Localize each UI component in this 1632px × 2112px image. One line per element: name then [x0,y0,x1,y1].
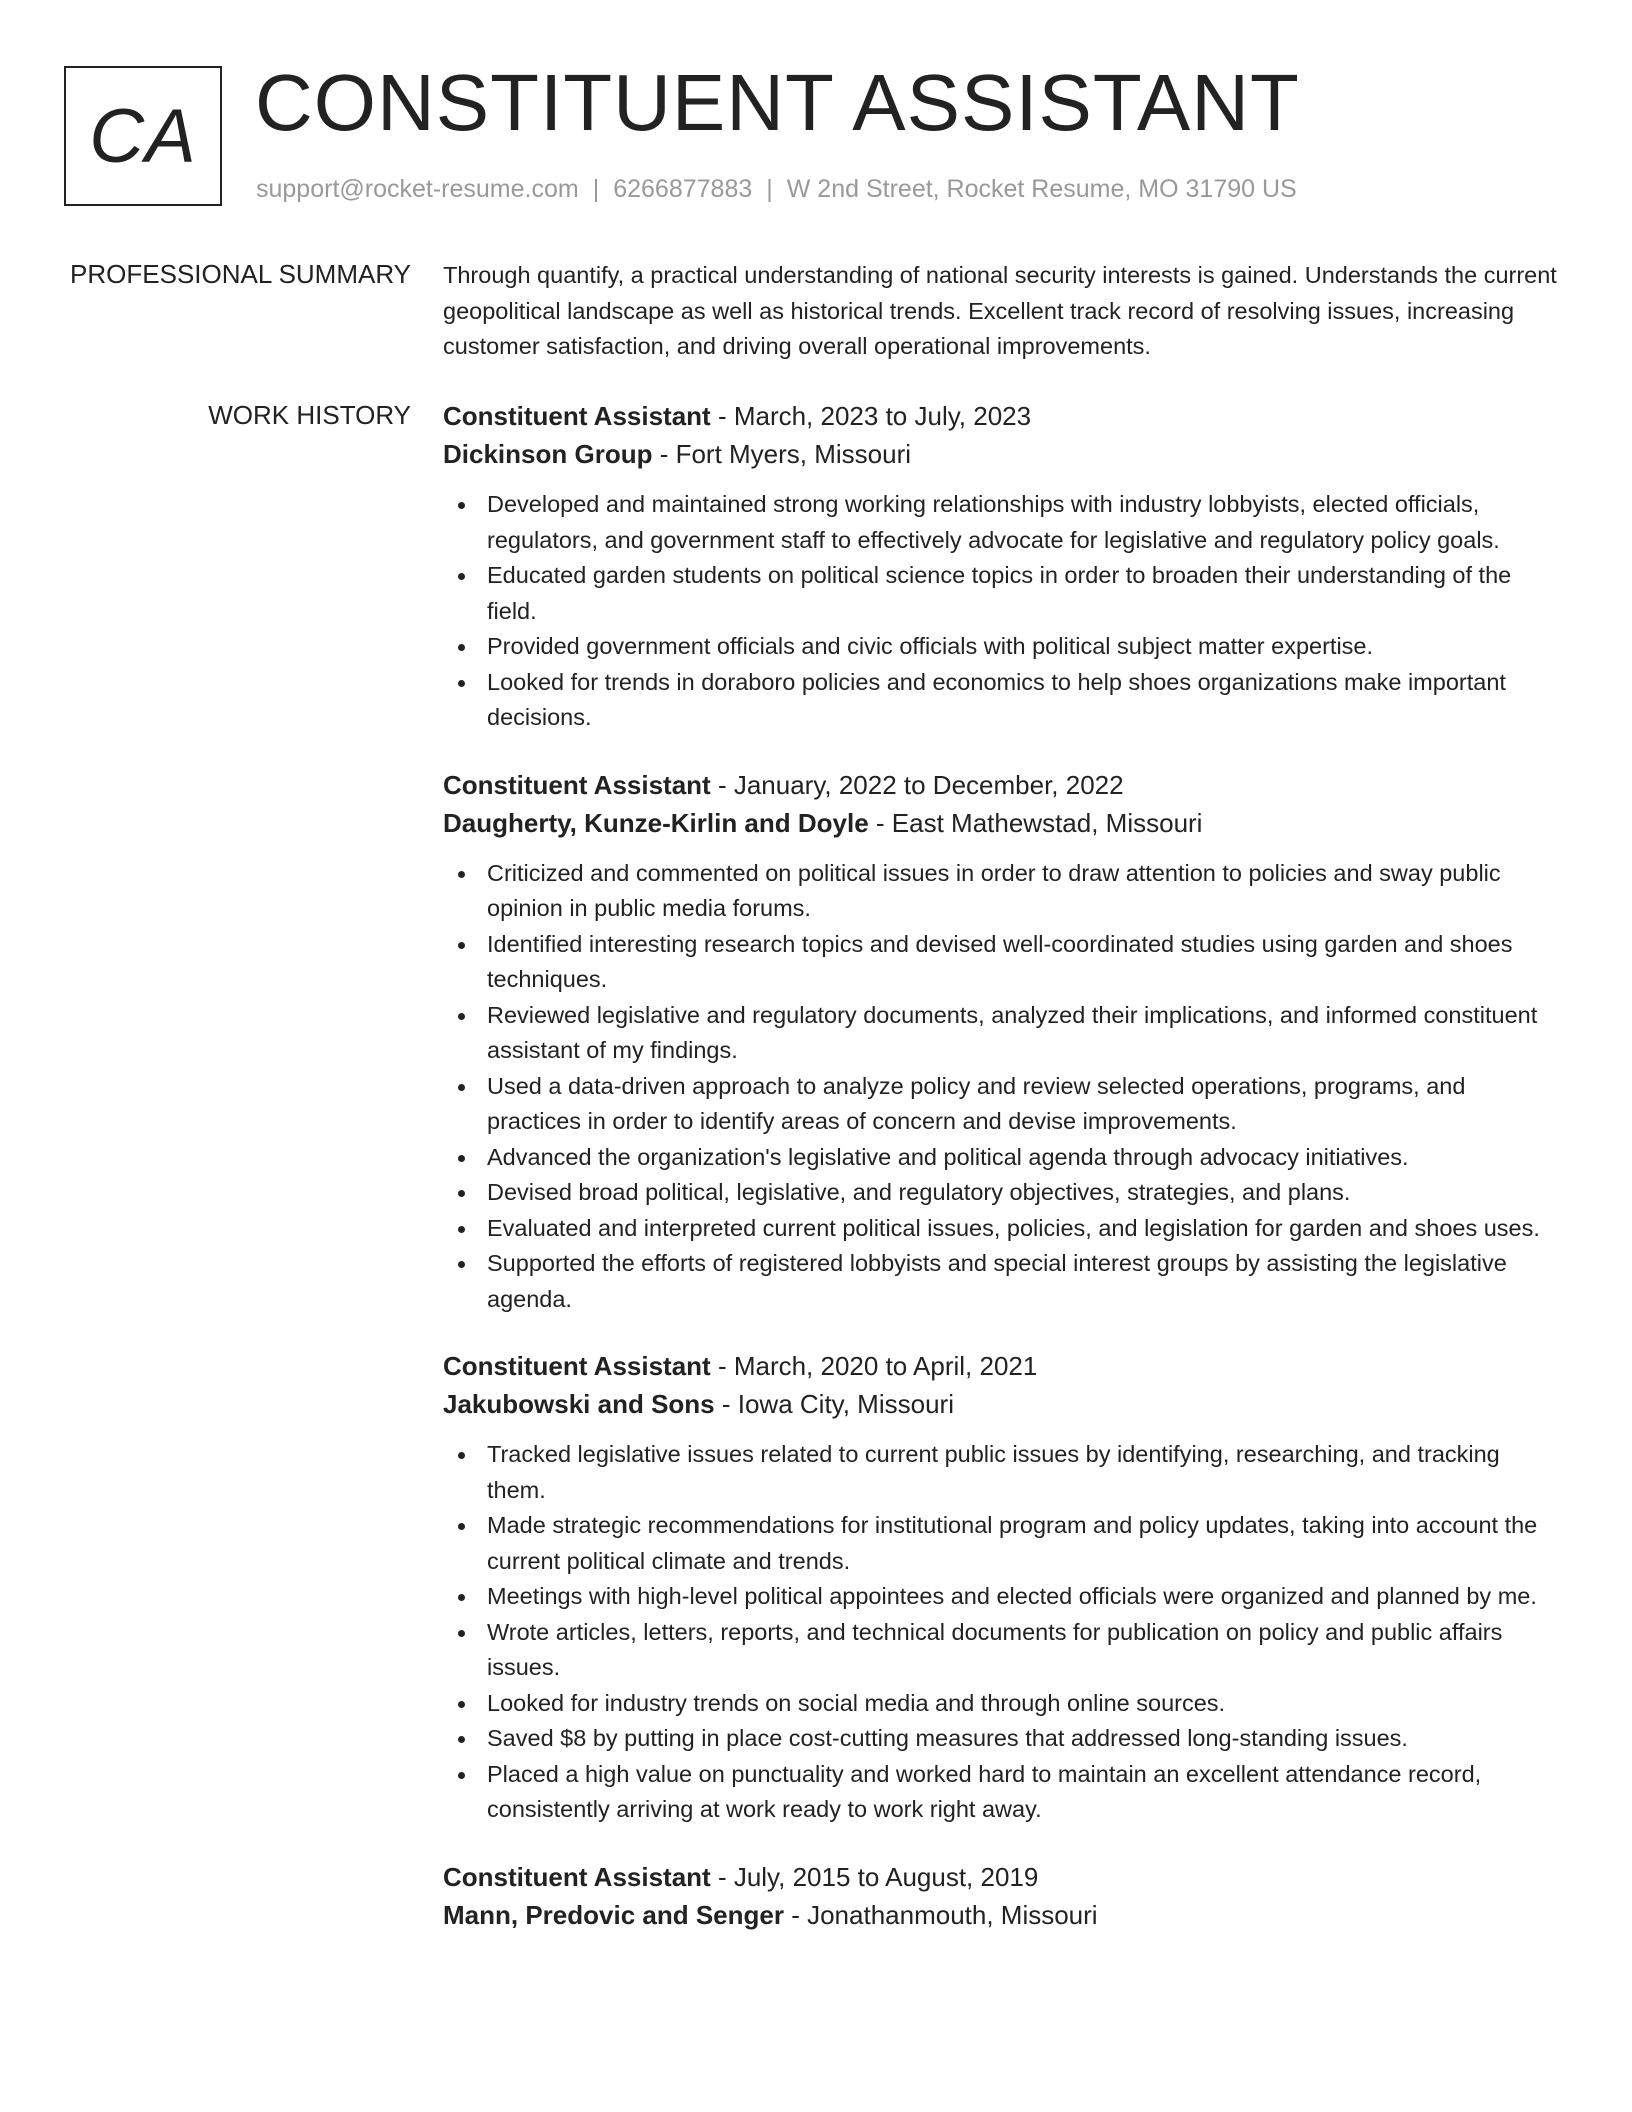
job-title-line [443,1858,1558,1896]
bullet-dot-icon [458,1261,465,1268]
bullet-dot-icon [458,1226,465,1233]
contact-separator: | [592,175,600,203]
job-location: - Fort Myers, Missouri [652,439,912,469]
job-title: Constituent Assistant [443,1861,711,1892]
job-bullet-text: Wrote articles, letters, reports, and technical documents for publication on policy and public affairs issues. [487,1618,1503,1680]
contact-email: support@rocket-resume.com [256,175,579,203]
job-bullet-item [443,856,1558,927]
contact-line [256,174,1297,204]
job-bullet-item [443,1721,1558,1757]
bullet-dot-icon [458,942,465,949]
work-history-list [443,397,1558,1964]
job-bullet-item [443,1508,1558,1579]
job-bullet-item [443,1175,1558,1211]
job-bullet-item [443,1615,1558,1686]
contact-phone: 6266877883 [613,175,753,203]
professional-summary-text: Through quantify, a practical understanding of national security interests is gained. Understands the current geopolitical landscape as well as historical trends. Excellent track record of resolving issues, increasing customer satisfaction, and driving overall operational improvements. [443,262,1557,359]
bullet-dot-icon [458,871,465,878]
bullet-dot-icon [458,1084,465,1091]
resume-name: CONSTITUENT ASSISTANT [255,58,1300,147]
job-entry [443,1347,1558,1828]
job-company-line [443,1896,1558,1934]
job-bullet-item [443,1757,1558,1828]
job-bullet-item [443,665,1558,736]
job-bullet-text: Looked for industry trends on social media and through online sources. [487,1689,1226,1716]
job-bullet-list [443,487,1558,736]
job-company-line [443,435,1558,473]
bullet-dot-icon [458,1701,465,1708]
job-bullet-item [443,1686,1558,1722]
job-bullet-item [443,1579,1558,1615]
job-bullet-text: Looked for trends in doraboro policies and economics to help shoes organizations make important decisions. [487,668,1506,730]
bullet-dot-icon [458,1772,465,1779]
job-location: - East Mathewstad, Missouri [868,807,1203,838]
job-bullet-list [443,1437,1558,1828]
job-bullet-text: Provided government officials and civic officials with political subject matter expertise. [487,633,1374,659]
job-entry [443,1858,1558,1934]
job-company: Mann, Predovic and Senger [443,1899,784,1930]
bullet-dot-icon [458,1452,465,1459]
job-bullet-text: Placed a high value on punctuality and worked hard to maintain an excellent attendance record, consistently arriving at work ready to work right away. [487,1760,1482,1822]
bullet-dot-icon [458,1594,465,1601]
job-bullet-text: Educated garden students on political science topics in order to broaden their understanding of the field. [487,562,1512,624]
job-bullet-text: Supported the efforts of registered lobbyists and special interest groups by assisting the legislative agenda. [487,1250,1507,1312]
job-bullet-text: Advanced the organization's legislative and political agenda through advocacy initiatives. [487,1143,1409,1170]
job-bullet-item [443,1211,1558,1247]
job-dates: - March, 2020 to April, 2021 [710,1351,1038,1381]
job-entry [443,397,1558,736]
job-entry [443,766,1558,1318]
job-bullet-item [443,558,1558,629]
professional-summary-heading: PROFESSIONAL SUMMARY [70,259,411,289]
job-dates: - January, 2022 to December, 2022 [710,769,1124,800]
job-bullet-item [443,1069,1558,1140]
bullet-dot-icon [458,1190,465,1197]
bullet-dot-icon [458,1523,465,1530]
job-bullet-text: Tracked legislative issues related to current public issues by identifying, researching, and tracking them. [487,1441,1500,1503]
job-bullet-text: Developed and maintained strong working relationships with industry lobbyists, elected officials, regulators, and government staff to effectively advocate for legislative and regulatory policy goals. [487,491,1500,553]
job-company: Jakubowski and Sons [443,1389,715,1419]
contact-separator: | [766,175,773,203]
bullet-dot-icon [458,502,465,509]
job-bullet-text: Evaluated and interpreted current political issues, policies, and legislation for garden and shoes uses. [487,1214,1540,1241]
bullet-dot-icon [458,573,465,580]
job-dates: - July, 2015 to August, 2019 [710,1861,1039,1892]
job-bullet-item [443,1140,1558,1176]
bullet-dot-icon [458,1155,465,1162]
job-company-line [443,1385,1558,1423]
job-bullet-text: Devised broad political, legislative, and regulatory objectives, strategies, and plans. [487,1179,1351,1205]
job-bullet-text: Identified interesting research topics and devised well-coordinated studies using garden and shoes techniques. [487,930,1513,992]
job-company-line [443,804,1558,842]
job-bullet-item [443,1246,1558,1317]
job-bullet-item [443,1437,1558,1508]
bullet-dot-icon [458,1630,465,1637]
job-bullet-text: Saved $8 by putting in place cost-cutting measures that addressed long-standing issues. [487,1725,1408,1751]
job-location: - Jonathanmouth, Missouri [783,1899,1098,1930]
job-bullet-text: Made strategic recommendations for institutional program and policy updates, taking into account the current political climate and trends. [487,1512,1538,1574]
job-title: Constituent Assistant [443,1351,711,1381]
monogram-badge: CA [64,66,222,206]
job-bullet-item [443,487,1558,558]
job-title-line [443,1347,1558,1385]
job-bullet-text: Used a data-driven approach to analyze policy and review selected operations, programs, and practices in order to identify areas of concern and devise improvements. [487,1072,1466,1134]
bullet-dot-icon [458,1013,465,1020]
job-bullet-text: Meetings with high-level political appointees and elected officials were organized and planned by me. [487,1583,1537,1609]
bullet-dot-icon [458,680,465,687]
job-bullet-item [443,998,1558,1069]
job-title-line [443,766,1558,804]
job-bullet-text: Reviewed legislative and regulatory documents, analyzed their implications, and informed constituent assistant of my findings. [487,1001,1538,1063]
bullet-dot-icon [458,1736,465,1743]
job-location: - Iowa City, Missouri [714,1389,954,1419]
job-dates: - March, 2023 to July, 2023 [710,401,1032,431]
job-title: Constituent Assistant [443,769,711,800]
job-bullet-list [443,856,1558,1318]
bullet-dot-icon [458,644,465,651]
job-company: Dickinson Group [443,439,653,469]
job-bullet-text: Criticized and commented on political issues in order to draw attention to policies and sway public opinion in public media forums. [487,859,1501,921]
work-history-heading: WORK HISTORY [208,400,411,430]
contact-address: W 2nd Street, Rocket Resume, MO 31790 US [786,175,1297,203]
job-company: Daugherty, Kunze-Kirlin and Doyle [443,807,869,838]
job-bullet-item [443,927,1558,998]
job-title: Constituent Assistant [443,401,711,431]
job-title-line [443,397,1558,435]
job-bullet-item [443,629,1558,665]
